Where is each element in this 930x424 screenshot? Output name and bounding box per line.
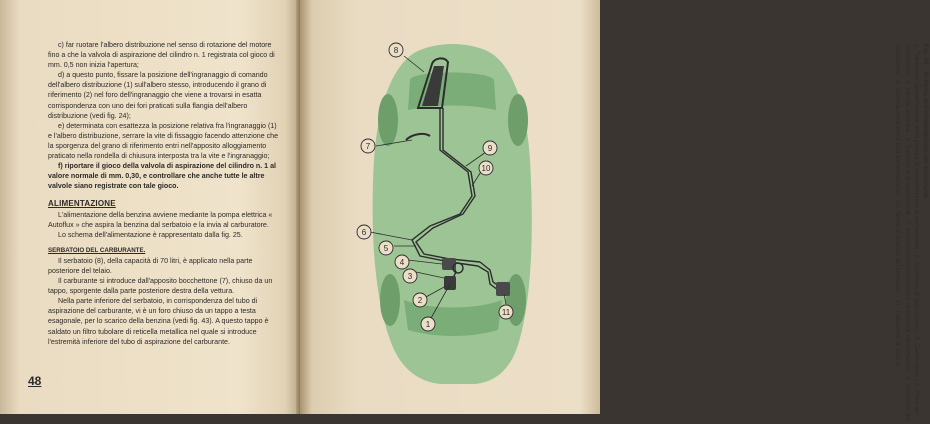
- fuel-system-diagram: [300, 0, 600, 414]
- svg-text:2: 2: [417, 296, 423, 305]
- serbatoio-paragraph-1: Il serbatoio (8), della capacità di 70 litri, è applicato nella parte posteriore del telaio.: [48, 256, 253, 275]
- figure-caption: [840, 44, 930, 424]
- carburetor: [496, 282, 510, 296]
- callout-9: [483, 141, 497, 155]
- callout-7: [361, 139, 375, 153]
- left-page: [0, 0, 300, 414]
- callout-6: [357, 225, 371, 239]
- svg-text:11: 11: [501, 308, 511, 317]
- svg-text:7: 7: [365, 142, 371, 151]
- figure-caption-title: Fig. 25. - Schema dell'alimentazione del carburante.: [922, 44, 929, 201]
- svg-text:5: 5: [383, 244, 389, 253]
- car-silhouette: [373, 44, 532, 384]
- callout-5: [379, 241, 393, 255]
- alimentazione-paragraph-1: L'alimentazione della benzina avviene mediante la pompa elettrica « Autoflux » che aspira la benzina dal serbatoio e la invia al carburatore.: [48, 210, 273, 229]
- callout-3: [403, 269, 417, 283]
- callout-10: [479, 161, 493, 175]
- section-heading: ALIMENTAZIONE: [48, 199, 116, 209]
- callout-11: [499, 305, 513, 319]
- svg-text:4: 4: [399, 258, 405, 267]
- page-number: 48: [28, 374, 42, 388]
- alimentazione-paragraph-2: Lo schema dell'alimentazione è rappresentato dalla fig. 25.: [58, 230, 243, 239]
- figure-caption-legend: 1. Tubazione del carburante dalla pompa di alimentazione al carburatore - 2. Collettore di aspirazione - 3. Carburatore - 4. Filtro del carburante - 5. Pompa elettrica - 6. Tubazione di aspirazione - 7. Bocchettone introduzione carburante nel serbatoio - 8. Serbatoio del carburante - 9. Galleria protezione tubi alimentazione - 10. Spina di scarico del serbatoio - 11. Tubazione di ritorno.: [894, 44, 920, 422]
- callout-2: [413, 293, 427, 307]
- callout-4: [395, 255, 409, 269]
- svg-text:3: 3: [407, 272, 413, 281]
- callout-8: [389, 43, 403, 57]
- paragraph-f: f) riportare il gioco della valvola di aspirazione del cilindro n. 1 al valore normale di mm. 0,30, e controllare che anche tutte le altre valvole siano registrate con tale gioco.: [48, 162, 276, 191]
- paragraph-e: e) determinata con esattezza la posizione relativa fra l'ingranaggio (1) e l'albero distribuzione, serrare la vite di fissaggio facendo attenzione che la sporgenza del grano di riferimento entri nell'apposito alloggiamento praticato nella rondella di chiusura interposta tra la vite e l'ingranaggio;: [48, 121, 279, 161]
- paragraph-c: c) far ruotare l'albero distribuzione nel senso di rotazione del motore fino a che la valvola di aspirazione del cilindro n. 1 registrata col gioco di mm. 0,5 non inizia l'apertura;: [48, 41, 275, 70]
- svg-text:9: 9: [487, 144, 493, 153]
- right-page: [300, 0, 929, 422]
- callout-1: [421, 317, 435, 331]
- serbatoio-paragraph-3: Nella parte inferiore del serbatoio, in corrispondenza del tubo di aspirazione del carburante, vi è un foro chiuso da un tappo a testa esagonale, per lo scarico della benzina (vedi fig. 43). A questo tappo è saldato un filtro tubolare di reticella metallica nel quale si introduce l'estremità inferiore del tubo di aspirazione del carburante.: [48, 297, 269, 346]
- subsection-heading: SERBATOIO DEL CARBURANTE.: [48, 246, 146, 254]
- paragraph-d: d) a questo punto, fissare la posizione dell'ingranaggio di comando dell'albero distribuzione (1) sull'albero stesso, introducendo il grano di riferimento (2) nel foro dell'ingranaggio che viene a trovarsi in esatta corrispondenza con uno dei fori praticati sulla flangia dell'albero distribuzione (vedi fig. 24);: [48, 71, 268, 120]
- electric-pump: [444, 276, 456, 290]
- serbatoio-paragraph-2: Il carburante si introduce dall'apposito bocchettone (7), chiuso da un tappo, sporgente dalla parte posteriore destra della vettura.: [48, 277, 273, 296]
- svg-text:10: 10: [481, 164, 491, 173]
- svg-text:1: 1: [425, 320, 431, 329]
- svg-text:8: 8: [393, 46, 399, 55]
- svg-text:6: 6: [361, 228, 367, 237]
- left-page-text: [48, 40, 280, 347]
- fuel-filter: [442, 258, 456, 270]
